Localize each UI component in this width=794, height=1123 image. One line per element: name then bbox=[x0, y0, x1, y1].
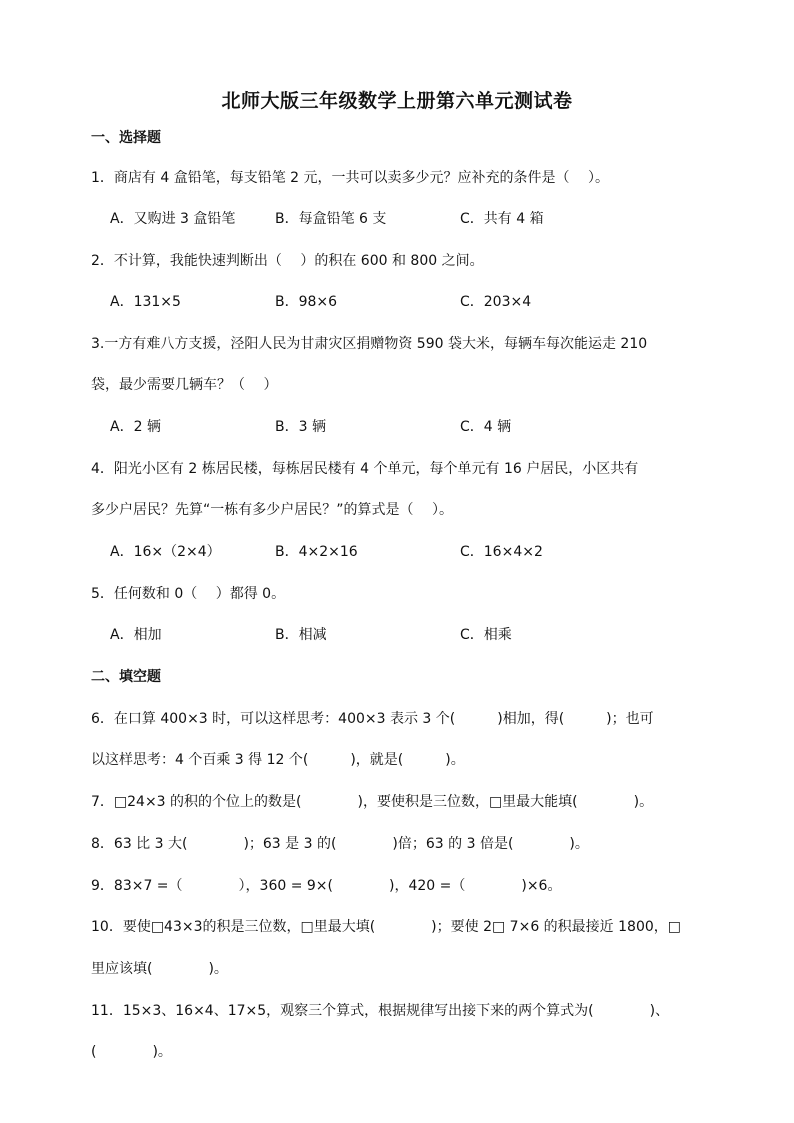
question-5: 5．任何数和 0（ ）都得 0。 bbox=[91, 586, 286, 602]
question-4-line-2: 多少户居民？先算“一栋有多少户居民？”的算式是（ ）。 bbox=[91, 502, 453, 518]
section-heading-choice: 一、选择题 bbox=[91, 130, 161, 146]
q3-option-b: B．3 辆 bbox=[275, 419, 326, 435]
question-8: 8．63 比 3 大( )；63 是 3 的( )倍；63 的 3 倍是( )。 bbox=[91, 836, 589, 852]
q4-option-b: B．4×2×16 bbox=[275, 544, 358, 560]
q5-option-c: C．相乘 bbox=[460, 627, 512, 643]
q3-option-a: A．2 辆 bbox=[110, 419, 161, 435]
q1-option-b: B．每盒铅笔 6 支 bbox=[275, 211, 387, 227]
question-7: 7．□24×3 的积的个位上的数是( )，要使积是三位数，□里最大能填( )。 bbox=[91, 794, 654, 810]
question-11-line-1: 11．15×3、16×4、17×5，观察三个算式，根据规律写出接下来的两个算式为( )、 bbox=[91, 1003, 670, 1019]
section-heading-fill-in: 二、填空题 bbox=[91, 669, 161, 685]
question-6-line-1: 6．在口算 400×3 时，可以这样思考：400×3 表示 3 个( )相加，得( )；也可 bbox=[91, 711, 654, 727]
page-title: 北师大版三年级数学上册第六单元测试卷 bbox=[221, 90, 573, 112]
q4-option-c: C．16×4×2 bbox=[460, 544, 543, 560]
question-11-line-2: ( )。 bbox=[91, 1044, 172, 1060]
question-2: 2．不计算，我能快速判断出（ ）的积在 600 和 800 之间。 bbox=[91, 253, 484, 269]
question-9: 9．83×7 =（ ），360 = 9×( )，420 =（ )×6。 bbox=[91, 878, 562, 894]
q2-option-c: C．203×4 bbox=[460, 294, 532, 310]
q2-option-a: A．131×5 bbox=[110, 294, 181, 310]
question-4-line-1: 4．阳光小区有 2 栋居民楼，每栋居民楼有 4 个单元，每个单元有 16 户居民，小区共有 bbox=[91, 461, 639, 477]
q2-option-b: B．98×6 bbox=[275, 294, 338, 310]
question-3-line-1: 3.一方有难八方支援，泾阳人民为甘肃灾区捐赠物资 590 袋大米，每辆车每次能运走 210 bbox=[91, 336, 648, 352]
question-1: 1．商店有 4 盒铅笔，每支铅笔 2 元，一共可以卖多少元？应补充的条件是（ ）。 bbox=[91, 170, 609, 186]
q1-option-c: C．共有 4 箱 bbox=[460, 211, 544, 227]
q5-option-b: B．相减 bbox=[275, 627, 327, 643]
q4-option-a: A．16×（2×4） bbox=[110, 544, 221, 560]
question-10-line-2: 里应该填( )。 bbox=[91, 961, 228, 977]
question-3-line-2: 袋，最少需要几辆车？（ ） bbox=[91, 377, 278, 393]
question-6-line-2: 以这样思考：4 个百乘 3 得 12 个( )，就是( )。 bbox=[91, 752, 465, 768]
question-10-line-1: 10．要使□43×3的积是三位数，□里最大填( )；要使 2□ 7×6 的积最接近 1800，□ bbox=[91, 919, 681, 935]
q5-option-a: A．相加 bbox=[110, 627, 162, 643]
q3-option-c: C．4 辆 bbox=[460, 419, 512, 435]
q1-option-a: A．又购进 3 盒铅笔 bbox=[110, 211, 236, 227]
